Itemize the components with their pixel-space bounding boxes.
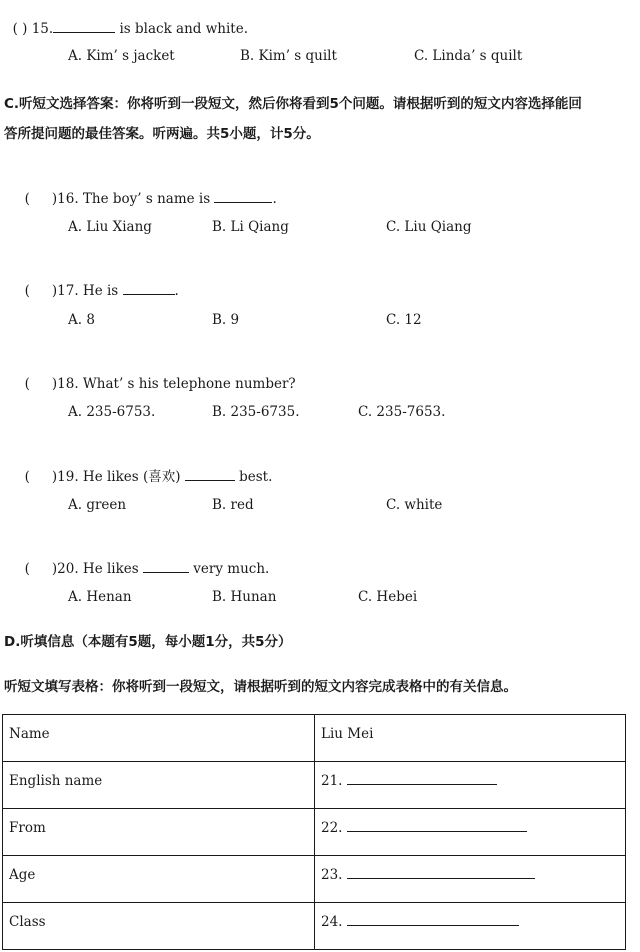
q15-option-b[interactable]: B. Kim’ s quilt: [240, 48, 337, 64]
table-row: [3, 809, 626, 856]
answer-blank[interactable]: [347, 866, 535, 879]
question-text: He is: [82, 283, 123, 299]
question-number: )18.: [51, 376, 79, 392]
section-d-instructions: 听短文填写表格：你将听到一段短文，请根据听到的短文内容完成表格中的有关信息。: [4, 679, 517, 695]
question-number: )16.: [51, 191, 79, 207]
info-table: [2, 714, 626, 950]
question-text-end: very much.: [189, 561, 270, 577]
table-cell-value: [315, 856, 626, 903]
answer-blank[interactable]: [123, 282, 175, 295]
q20-option-c[interactable]: C. Hebei: [358, 589, 418, 605]
table-row: [3, 715, 626, 762]
table-cell-value: [315, 809, 626, 856]
answer-number: 24.: [321, 914, 343, 930]
answer-blank[interactable]: [347, 772, 497, 785]
q18-option-a[interactable]: A. 235-6753.: [68, 404, 156, 420]
answer-paren[interactable]: (: [24, 191, 30, 207]
question-17-stem: [16, 264, 179, 300]
q20-option-a[interactable]: A. Henan: [68, 589, 132, 605]
q20-option-b[interactable]: B. Hunan: [212, 589, 277, 605]
answer-blank[interactable]: [53, 20, 115, 33]
question-15-number: ( ) 15.: [12, 21, 54, 37]
table-row: [3, 903, 626, 950]
question-text-end: best.: [234, 469, 273, 485]
answer-paren[interactable]: (: [24, 469, 30, 485]
answer-blank[interactable]: [214, 190, 272, 203]
answer-number: 21.: [321, 773, 343, 789]
q19-option-c[interactable]: C. white: [386, 497, 443, 513]
q18-option-c[interactable]: C. 235-7653.: [358, 404, 446, 420]
q17-option-c[interactable]: C. 12: [386, 312, 422, 328]
table-cell-label: Name: [3, 715, 315, 762]
question-20-stem: [16, 542, 269, 578]
q18-option-b[interactable]: B. 235-6735.: [212, 404, 300, 420]
answer-paren[interactable]: (: [24, 376, 30, 392]
table-cell-value: [315, 903, 626, 950]
q15-option-c[interactable]: C. Linda’ s quilt: [414, 48, 523, 64]
table-row: [3, 856, 626, 903]
question-text: The boy’ s name is: [82, 191, 215, 207]
question-15-stem: [4, 2, 248, 38]
table-cell-label: English name: [3, 762, 315, 809]
question-number: )19.: [51, 469, 79, 485]
q16-option-c[interactable]: C. Liu Qiang: [386, 219, 472, 235]
table-cell-label: From: [3, 809, 315, 856]
question-text: What’ s his telephone number?: [82, 376, 296, 392]
question-15-text: is black and white.: [115, 21, 249, 37]
q17-option-a[interactable]: A. 8: [68, 312, 95, 328]
question-text-end: .: [174, 283, 179, 299]
table-row: [3, 762, 626, 809]
table-cell-value: [315, 762, 626, 809]
answer-number: 23.: [321, 867, 343, 883]
question-text: He likes (喜欢): [82, 469, 185, 485]
question-16-stem: [16, 172, 277, 208]
answer-paren[interactable]: (: [24, 561, 30, 577]
answer-blank[interactable]: [185, 468, 235, 481]
q15-option-a[interactable]: A. Kim’ s jacket: [68, 48, 175, 64]
table-cell-value: Liu Mei: [315, 715, 626, 762]
answer-paren[interactable]: (: [24, 283, 30, 299]
question-text-end: .: [272, 191, 277, 207]
question-number: )17.: [51, 283, 79, 299]
q17-option-b[interactable]: B. 9: [212, 312, 240, 328]
table-cell-label: Class: [3, 903, 315, 950]
section-c-instructions-line1: C.听短文选择答案：你将听到一段短文，然后你将看到5个问题。请根据听到的短文内容选择能回: [4, 96, 582, 112]
question-19-stem: [16, 450, 272, 486]
answer-blank[interactable]: [143, 560, 189, 573]
table-cell-label: Age: [3, 856, 315, 903]
q16-option-a[interactable]: A. Liu Xiang: [68, 219, 152, 235]
q19-option-b[interactable]: B. red: [212, 497, 254, 513]
section-d-heading: D.听填信息（本题有5题，每小题1分，共5分）: [4, 634, 292, 650]
question-18-stem: [16, 357, 296, 393]
q16-option-b[interactable]: B. Li Qiang: [212, 219, 289, 235]
section-c-instructions-line2: 答所提问题的最佳答案。听两遍。共5小题，计5分。: [4, 126, 320, 142]
question-number: )20.: [51, 561, 79, 577]
q19-option-a[interactable]: A. green: [68, 497, 127, 513]
question-text: He likes: [82, 561, 143, 577]
answer-number: 22.: [321, 820, 343, 836]
answer-blank[interactable]: [347, 913, 519, 926]
answer-blank[interactable]: [347, 819, 527, 832]
